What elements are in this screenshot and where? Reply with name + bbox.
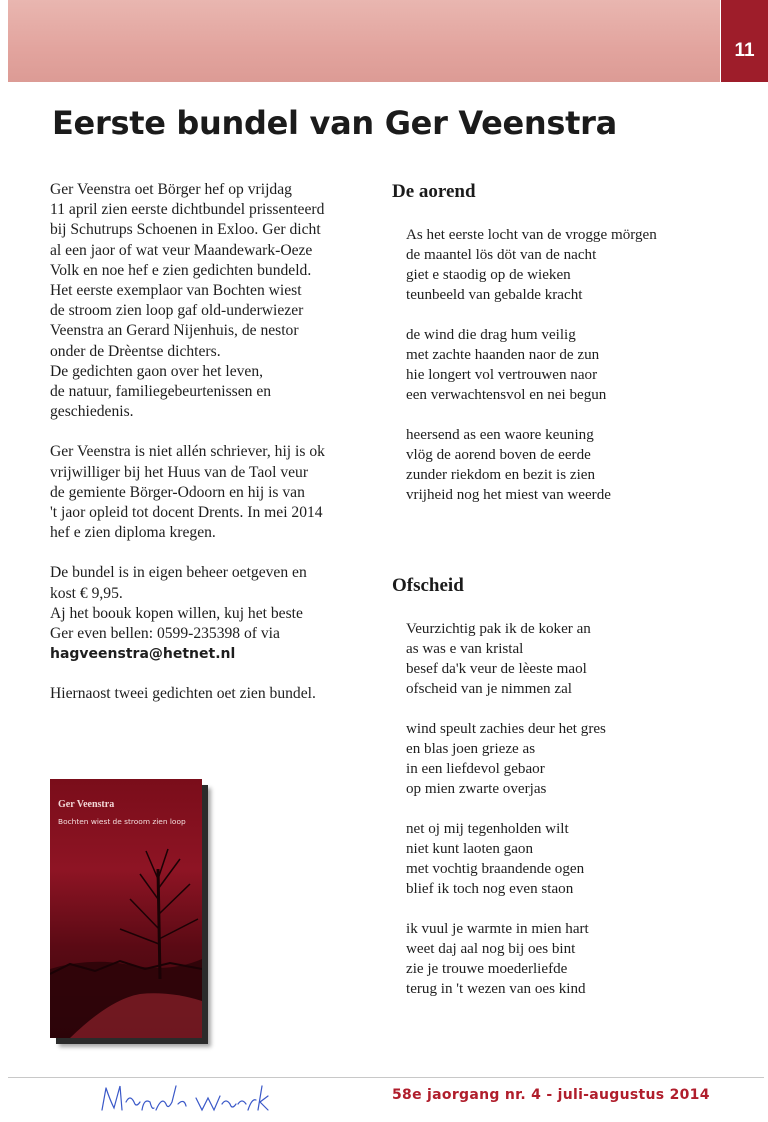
poem-line: blief ik toch nog even staon — [406, 881, 574, 897]
poem-line: in een liefdevol gebaor — [406, 761, 545, 777]
poem-stanza — [406, 919, 736, 999]
handwritten-signature — [96, 1080, 276, 1116]
poem-line: ofscheid van je nimmen zal — [406, 681, 572, 697]
issue-info: 58e jaorgang nr. 4 - juli-augustus 2014 — [392, 1087, 710, 1103]
poem-line: niet kunt laoten gaon — [406, 841, 534, 857]
article-paragraph — [50, 684, 380, 704]
paragraph-line: Aj het boouk kopen willen, kuj het beste — [50, 604, 303, 622]
header-band — [8, 0, 720, 82]
poem-line: net oj mij tegenholden wilt — [406, 821, 569, 837]
poem-line: op mien zwarte overjas — [406, 781, 547, 797]
paragraph-line: 't jaor opleid tot docent Drents. In mei 2014 — [50, 504, 323, 522]
paragraph-line: vrijwilliger bij het Huus van de Taol veur — [50, 463, 309, 481]
page-number-box — [721, 0, 768, 82]
article-body — [50, 180, 380, 725]
poem-title-ofscheid: Ofscheid — [392, 575, 464, 596]
poem-stanza — [406, 619, 736, 699]
poem-title-de-aorend: De aorend — [392, 181, 476, 202]
paragraph-line: Ger Veenstra oet Börger hef op vrijdag — [50, 181, 292, 198]
poem-line: hie longert vol vertrouwen naor — [406, 367, 598, 383]
paragraph-line: hef e zien diploma kregen. — [50, 524, 216, 542]
paragraph-line: Ger even bellen: 0599-235398 of via — [50, 625, 280, 643]
poem-line: heersend as een waore keuning — [406, 427, 594, 443]
poem-line: zunder riekdom en bezit is zien — [406, 467, 596, 483]
paragraph-line: de natuur, familiegebeurtenissen en — [50, 383, 272, 401]
article-paragraph — [50, 442, 380, 543]
paragraph-line: Hiernaost tweei gedichten oet zien bundel. — [50, 685, 316, 703]
paragraph-line: Volk en noe hef e zien gedichten bundeld. — [50, 261, 312, 279]
poem-line: een verwachtensvol en nei begun — [406, 387, 607, 403]
poem-line: met zachte haanden naor de zun — [406, 347, 600, 363]
poem-line: de wind die drag hum veilig — [406, 327, 576, 343]
poem-line: met vochtig braandende ogen — [406, 861, 585, 877]
footer-divider — [8, 1077, 764, 1078]
paragraph-line: De gedichten gaon over het leven, — [50, 362, 264, 380]
paragraph-line: bij Schutrups Schoenen in Exloo. Ger dicht — [50, 221, 321, 239]
paragraph-line: geschiedenis. — [50, 403, 134, 421]
poem-line: vlög de aorend boven de eerde — [406, 447, 591, 463]
poem-line: de maantel lös döt van de nacht — [406, 247, 597, 263]
poem-line: teunbeeld van gebalde kracht — [406, 287, 583, 303]
email-address: hagveenstra@hetnet.nl — [50, 646, 236, 663]
paragraph-line: onder de Drèentse dichters. — [50, 342, 221, 360]
paragraph-line: de stroom zien loop gaf old-underwiezer — [50, 302, 304, 320]
book-cover-author: Ger Veenstra — [58, 799, 115, 810]
poem-stanza — [406, 719, 736, 799]
paragraph-line: Ger Veenstra is niet allén schriever, hij is ok — [50, 443, 325, 461]
page-number: 11 — [734, 40, 755, 61]
poem-line: zie je trouwe moederliefde — [406, 961, 568, 977]
poem-line: terug in 't wezen van oes kind — [406, 981, 586, 997]
poem-line: giet e staodig op de wieken — [406, 267, 571, 283]
poem-stanza — [406, 819, 736, 899]
poem-line: wind speult zachies deur het gres — [406, 721, 606, 737]
book-cover-subtitle: Bochten wiest de stroom zien loop — [58, 817, 186, 826]
poem-line: ik vuul je warmte in mien hart — [406, 921, 589, 937]
paragraph-line: De bundel is in eigen beheer oetgeven en — [50, 564, 307, 582]
poem-ofscheid — [406, 619, 736, 1019]
poem-line: Veurzichtig pak ik de koker an — [406, 621, 591, 637]
book-cover-image — [50, 779, 202, 1038]
poem-line: vrijheid nog het miest van weerde — [406, 487, 611, 503]
poem-stanza — [406, 325, 736, 405]
paragraph-line: Veenstra an Gerard Nijenhuis, de nestor — [50, 322, 299, 340]
poem-line: as was e van kristal — [406, 641, 524, 657]
paragraph-line: Het eerste exemplaor van Bochten wiest — [50, 282, 302, 300]
poem-line: besef da'k veur de lèeste maol — [406, 661, 587, 677]
article-title: Eerste bundel van Ger Veenstra — [52, 104, 617, 142]
poem-stanza — [406, 425, 736, 505]
paragraph-line: kost € 9,95. — [50, 584, 123, 602]
paragraph-line: de gemiente Börger-Odoorn en hij is van — [50, 483, 305, 501]
poem-de-aorend — [406, 225, 736, 525]
poem-line: weet daj aal nog bij oes bint — [406, 941, 576, 957]
poem-line: As het eerste locht van de vrogge mörgen — [406, 227, 657, 243]
poem-stanza — [406, 225, 736, 305]
article-paragraph — [50, 180, 380, 422]
paragraph-line: al een jaor of wat veur Maandewark-Oeze — [50, 241, 313, 259]
article-paragraph — [50, 563, 380, 664]
poem-line: en blas joen grieze as — [406, 741, 536, 757]
paragraph-line: 11 april zien eerste dichtbundel prissenteerd — [50, 201, 325, 219]
